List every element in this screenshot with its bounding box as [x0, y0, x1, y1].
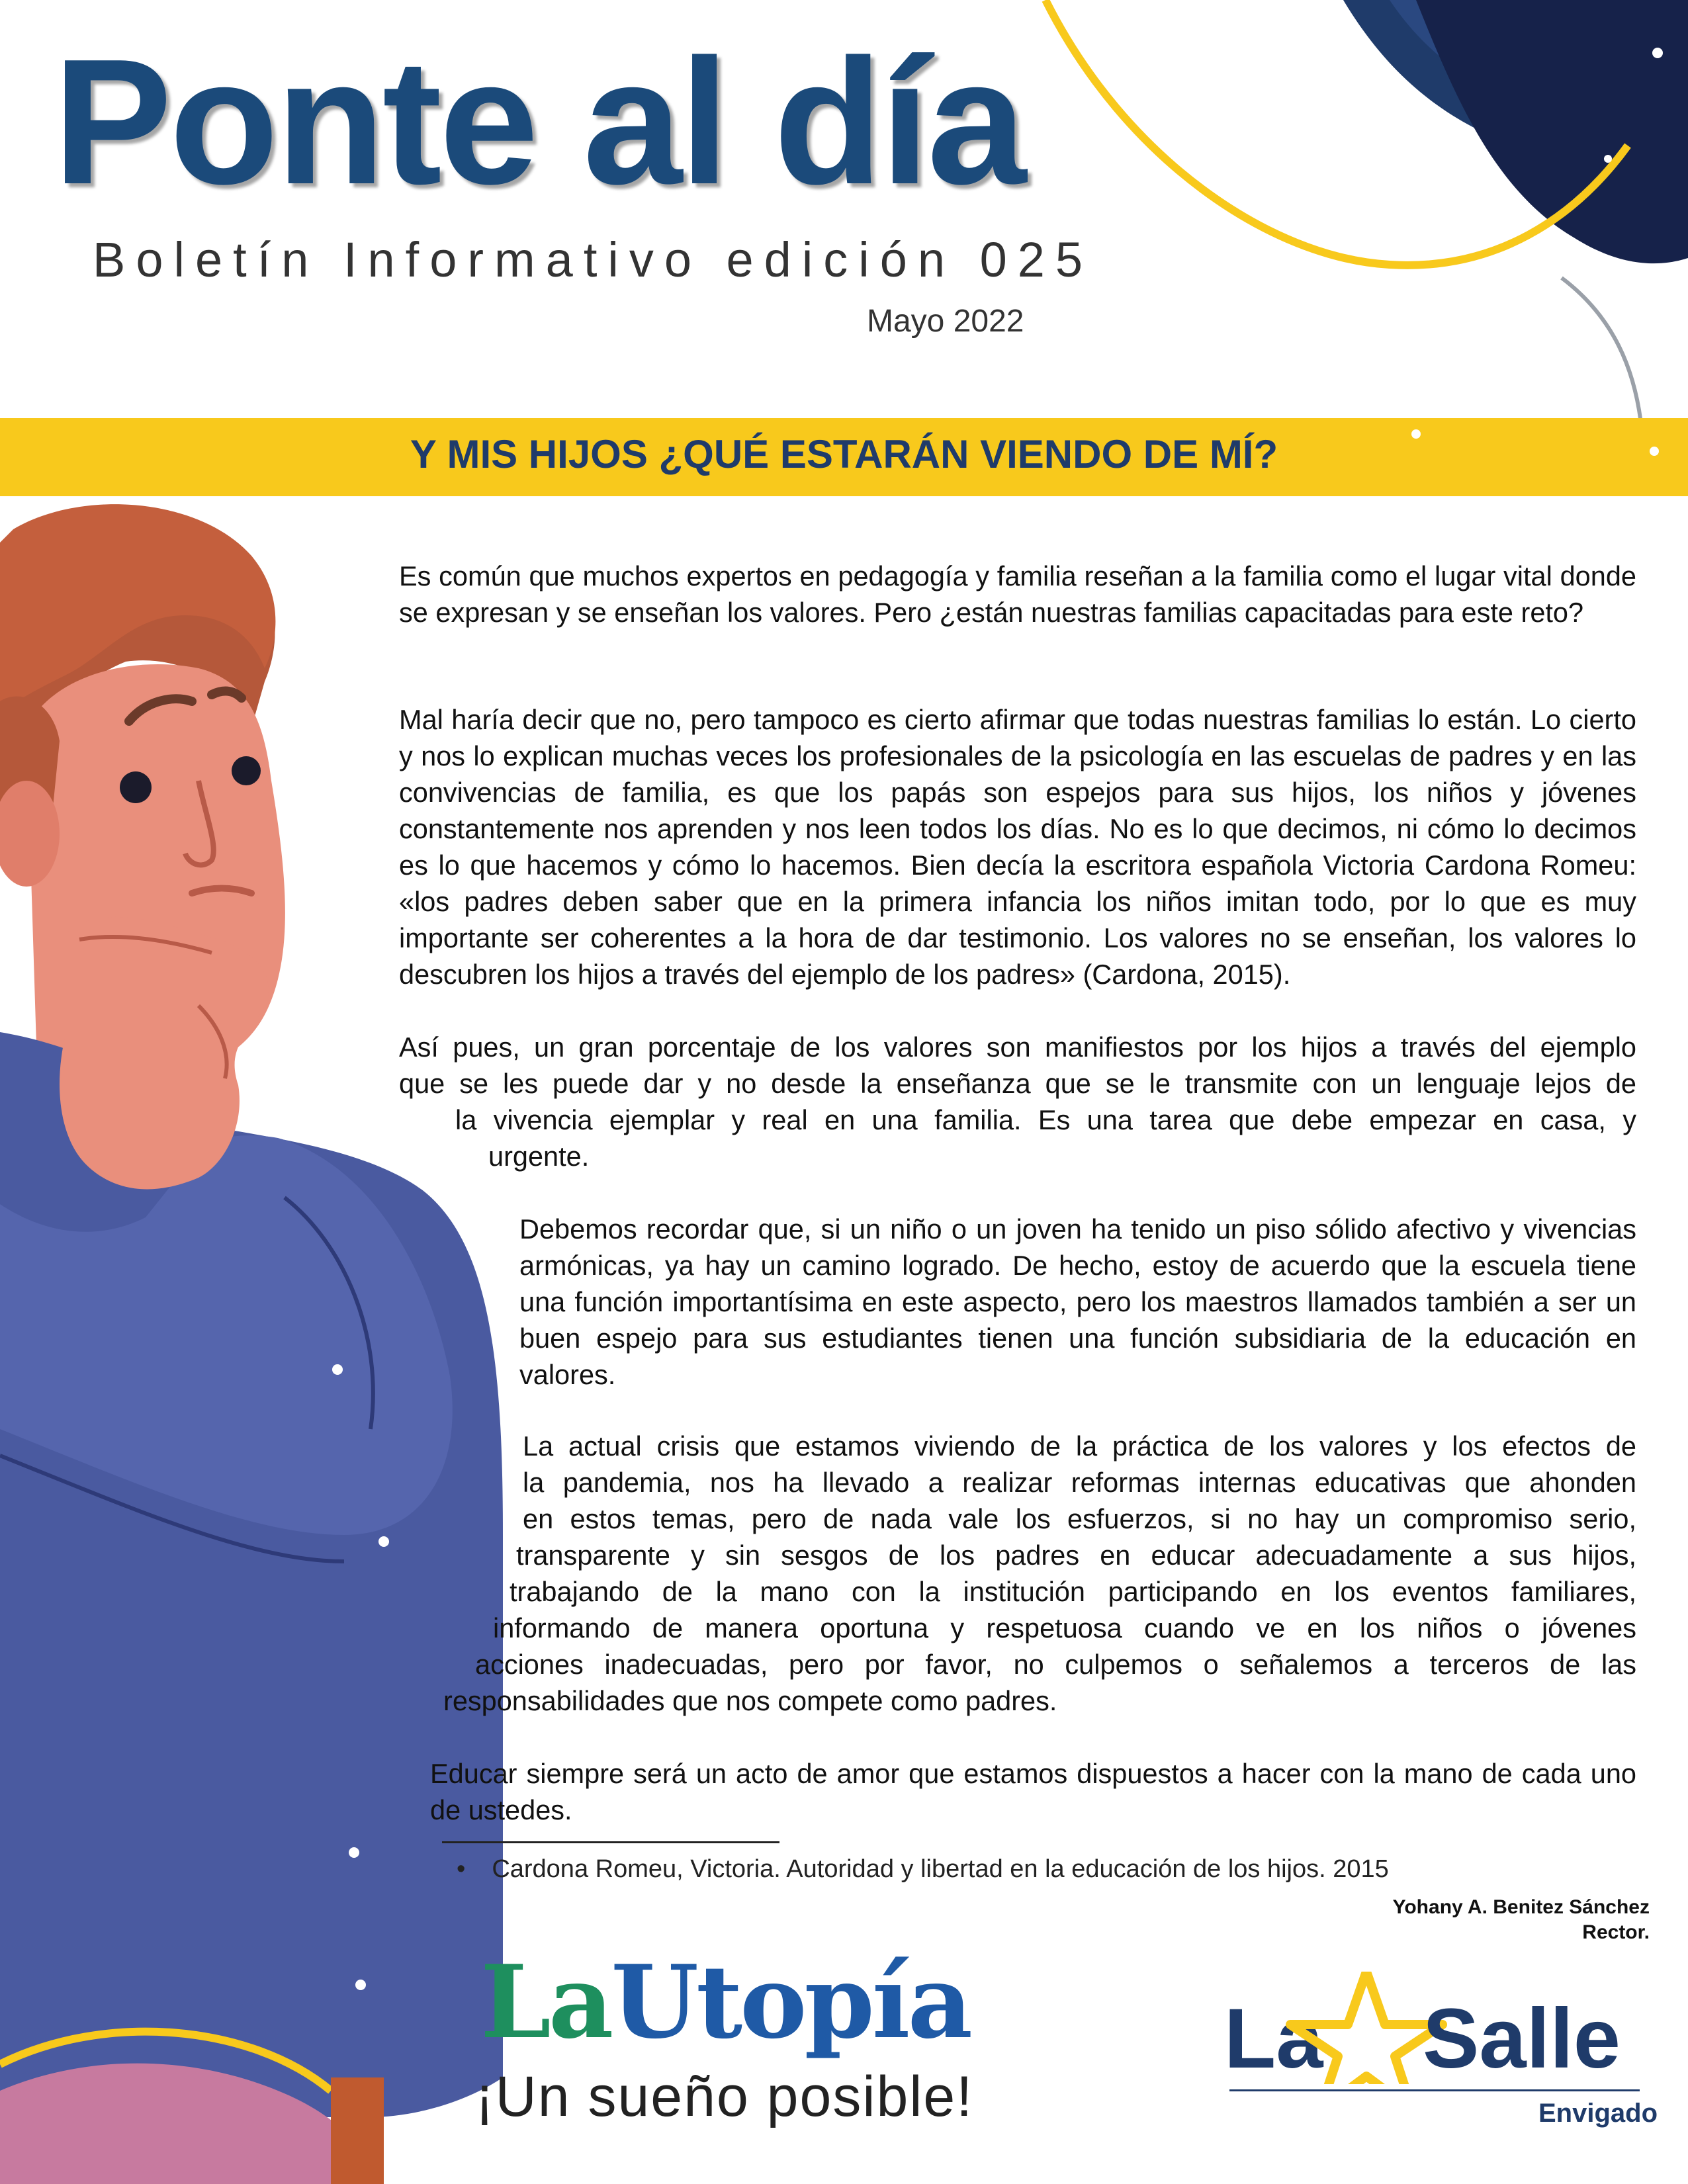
article-paragraph-5-line-3: en estos temas, pero de nada vale los esfuerzos, si no hay un compromiso serio,: [523, 1503, 1636, 1534]
newsletter-date: Mayo 2022: [867, 304, 1024, 339]
newsletter-subtitle: Boletín Informativo edición 025: [93, 232, 1094, 287]
header-decoration: [993, 0, 1688, 476]
article-paragraph-5-line-7: acciones inadecuadas, pero por favor, no culpemos o señalemos a terceros de las: [475, 1649, 1636, 1680]
slogan: ¡Un sueño posible!: [475, 2065, 974, 2128]
footnote-bullet: •: [457, 1855, 466, 1883]
salle-la-text: La: [1224, 1991, 1323, 2084]
article-paragraph-5-line-4: transparente y sin sesgos de los padres en educar adecuadamente a sus hijos,: [516, 1540, 1636, 1571]
article-headline: Y MIS HIJOS ¿QUÉ ESTARÁN VIENDO DE MÍ?: [410, 432, 1278, 476]
newsletter-title: Ponte al día: [53, 22, 1024, 222]
article-paragraph-6: Educar siempre será un acto de amor que estamos dispuestos a hacer con la mano de cada uno de ustedes.: [430, 1758, 1636, 1825]
article-paragraph-5-line-2: la pandemia, nos ha llevado a realizar reformas internas educativas que ahonden: [523, 1467, 1636, 1498]
article-paragraph-2: Mal haría decir que no, pero tampoco es cierto afirmar que todas nuestras familias lo están. Lo cierto y nos lo explican muchas veces los profesionales de la psicología en las escuelas de padres y en las convivencias de familia, es que los papás son espejos para sus hijos, los niños y jóvenes constantemente nos aprenden y nos leen todos los días. No es lo que decimos, ni cómo lo decimos es lo que hacemos y cómo lo hacemos. Bien decía la escritora española Victoria Cardona Romeu: «los padres deben saber que en la primera infancia los niños imitan todo, por lo que es muy importante ser coherentes a la hora de dar testimonio. Los valores no se enseñan, los valores lo descubren los hijos a través del ejemplo de los padres» (Cardona, 2015).: [399, 704, 1636, 990]
article-paragraph-5-line-5: trabajando de la mano con la institución participando en los eventos familiares,: [510, 1576, 1636, 1607]
article-paragraph-3-line-4: urgente.: [488, 1141, 590, 1172]
footnote-divider: [442, 1841, 779, 1843]
la-utopia-logo: [480, 1943, 971, 2061]
author-signature: [1393, 1895, 1650, 1945]
article-paragraph-5-line-6: informando de manera oportuna y respetuosa cuando ve en los niños o jóvenes: [493, 1612, 1636, 1643]
author-role: Rector.: [1582, 1921, 1650, 1943]
logo-utopia-text: Utopía: [611, 1943, 971, 2061]
salle-city: Envigado: [1538, 2099, 1658, 2128]
article-paragraph-3-line-1: Así pues, un gran porcentaje de los valores son manifiestos por los hijos a través del ejemplo: [399, 1031, 1636, 1063]
la-salle-logo: [1224, 1972, 1648, 2084]
salle-name-text: Salle: [1423, 1991, 1621, 2084]
author-name: Yohany A. Benitez Sánchez: [1392, 1896, 1650, 1918]
article-paragraph-3-line-2: que se les puede dar y no desde la enseñanza que se le transmite con un lenguaje lejos de: [399, 1068, 1636, 1099]
article-paragraph-5-line-8: responsabilidades que nos compete como padres.: [443, 1685, 1057, 1716]
article-paragraph-1: Es común que muchos expertos en pedagogía y familia reseñan a la familia como el lugar vital donde se expresan y se enseñan los valores. Pero ¿están nuestras familias capacitadas para este reto?: [399, 560, 1636, 628]
article-paragraph-3-line-3: la vivencia ejemplar y real en una familia. Es una tarea que debe empezar en casa, y: [455, 1104, 1636, 1135]
article-paragraph-5-line-1: La actual crisis que estamos viviendo de la práctica de los valores y los efectos de: [523, 1430, 1636, 1462]
footnote-text: Cardona Romeu, Victoria. Autoridad y libertad en la educación de los hijos. 2015: [492, 1855, 1389, 1883]
salle-divider: [1229, 2089, 1640, 2091]
logo-la-text: La: [480, 1943, 611, 2061]
footnote: [457, 1855, 1389, 1884]
article-paragraph-4: Debemos recordar que, si un niño o un joven ha tenido un piso sólido afectivo y vivencias armónicas, ya hay un camino logrado. De hecho, estoy de acuerdo que la escuela tiene una función importantísima en este aspecto, pero los maestros llamados también a ser un buen espejo para sus estudiantes tienen una función subsidiaria de la educación en valores.: [519, 1213, 1636, 1390]
